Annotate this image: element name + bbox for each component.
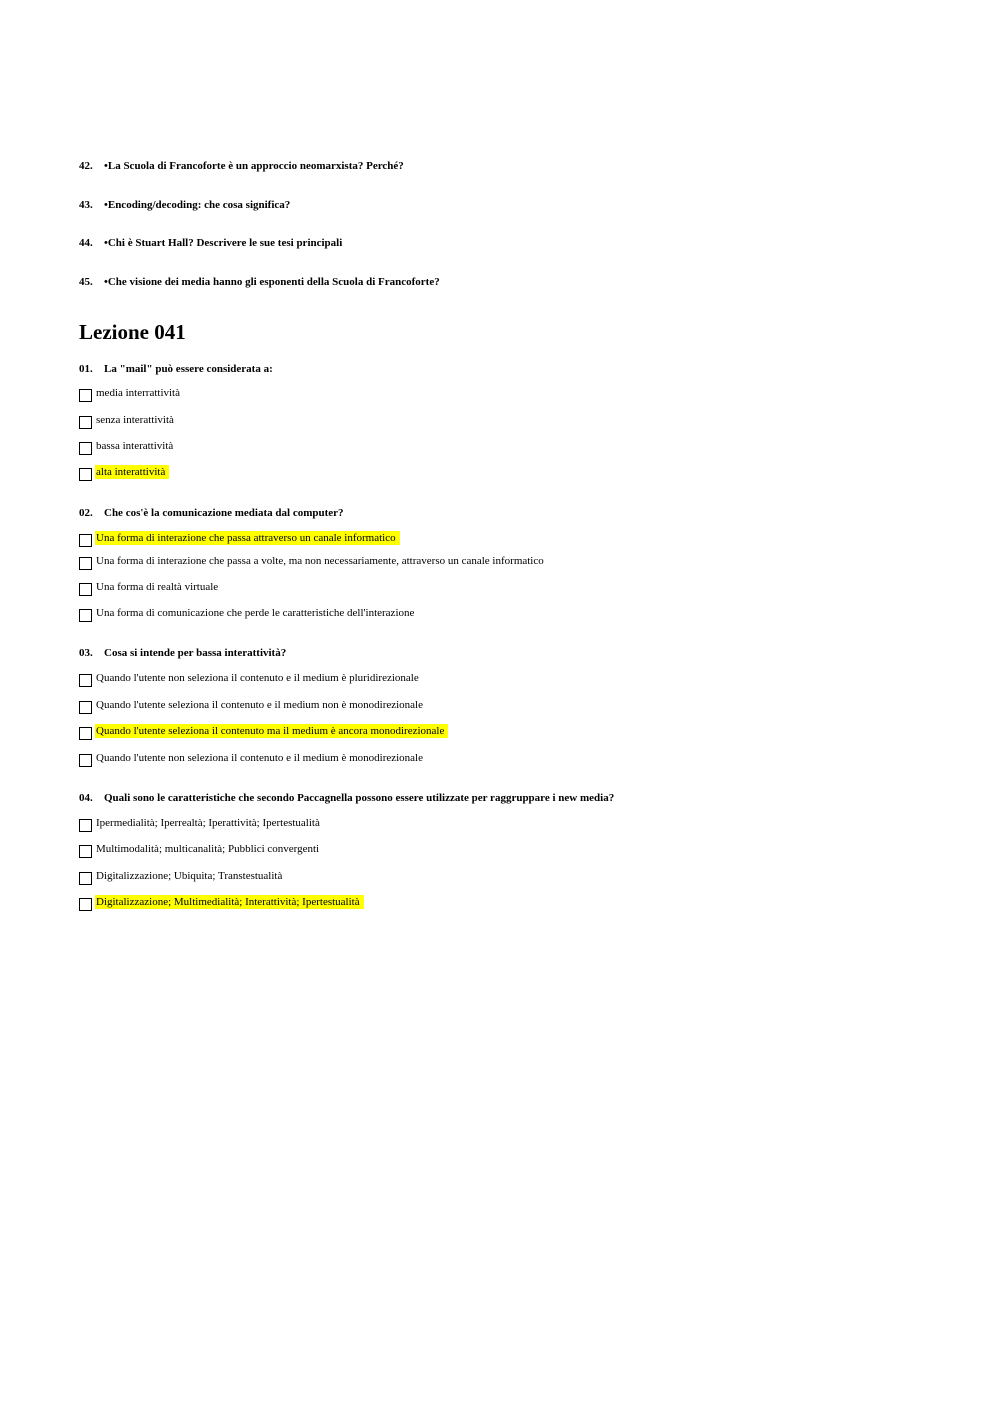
open-question-43 <box>79 199 290 211</box>
answer-checkbox[interactable] <box>79 674 92 687</box>
answer-text: Una forma di interazione che passa a volte, ma non necessariamente, attraverso un canale informatico <box>96 555 544 567</box>
answer-text-highlighted: Quando l'utente seleziona il contenuto ma il medium è ancora monodirezionale <box>95 724 448 738</box>
question-04-title <box>79 792 614 804</box>
question-text: La "mail" può essere considerata a: <box>104 363 273 375</box>
answer-option[interactable] <box>79 698 427 714</box>
answer-option[interactable] <box>79 869 286 885</box>
answer-option[interactable] <box>79 554 548 570</box>
answer-option[interactable] <box>79 439 177 455</box>
answer-checkbox[interactable] <box>79 534 92 547</box>
lesson-title: Lezione 041 <box>79 320 186 344</box>
answer-option[interactable] <box>79 386 184 402</box>
open-question-44 <box>79 237 342 249</box>
answer-text-highlighted: Digitalizzazione; Multimedialità; Interattività; Ipertestualità <box>95 895 364 909</box>
answer-text: Ipermedialità; Iperrealtà; Iperattività; Ipertestualità <box>96 817 320 829</box>
answer-text: bassa interattività <box>96 440 174 452</box>
question-03-title <box>79 647 286 659</box>
answer-text-highlighted: alta interattività <box>95 465 169 479</box>
question-02-title <box>79 507 344 519</box>
answer-checkbox[interactable] <box>79 389 92 402</box>
answer-text: Quando l'utente non seleziona il contenuto e il medium è pluridirezionale <box>96 672 419 684</box>
question-text: •La Scuola di Francoforte è un approccio neomarxista? Perché? <box>104 160 404 172</box>
answer-text: Una forma di realtà virtuale <box>96 581 219 593</box>
answer-text: Quando l'utente seleziona il contenuto e il medium non è monodirezionale <box>96 699 423 711</box>
answer-option-highlighted[interactable] <box>79 465 169 481</box>
question-number: 44. <box>79 237 93 249</box>
question-text: Che cos'è la comunicazione mediata dal computer? <box>104 507 344 519</box>
answer-text: Digitalizzazione; Ubiquita; Transtestualità <box>96 870 283 882</box>
question-number: 03. <box>79 647 93 659</box>
answer-checkbox[interactable] <box>79 727 92 740</box>
question-01-title <box>79 363 273 375</box>
answer-checkbox[interactable] <box>79 701 92 714</box>
question-number: 02. <box>79 507 93 519</box>
open-question-45 <box>79 276 440 288</box>
answer-option[interactable] <box>79 842 323 858</box>
answer-option[interactable] <box>79 671 423 687</box>
answer-checkbox[interactable] <box>79 819 92 832</box>
question-text: •Encoding/decoding: che cosa significa? <box>104 199 291 211</box>
answer-checkbox[interactable] <box>79 754 92 767</box>
question-text: •Chi è Stuart Hall? Descrivere le sue tesi principali <box>104 237 343 249</box>
answer-text: Quando l'utente non seleziona il contenuto e il medium è monodirezionale <box>96 752 423 764</box>
answer-option[interactable] <box>79 816 324 832</box>
answer-checkbox[interactable] <box>79 557 92 570</box>
answer-text: Multimodalità; multicanalità; Pubblici convergenti <box>96 843 320 855</box>
answer-option[interactable] <box>79 751 427 767</box>
answer-checkbox[interactable] <box>79 609 92 622</box>
answer-checkbox[interactable] <box>79 898 92 911</box>
answer-checkbox[interactable] <box>79 845 92 858</box>
answer-option[interactable] <box>79 580 222 596</box>
question-number: 42. <box>79 160 93 172</box>
question-number: 43. <box>79 199 93 211</box>
answer-option[interactable] <box>79 413 178 429</box>
answer-text: media interrattività <box>96 387 180 399</box>
answer-checkbox[interactable] <box>79 468 92 481</box>
question-text: •Che visione dei media hanno gli esponenti della Scuola di Francoforte? <box>104 276 440 288</box>
question-text: Quali sono le caratteristiche che secondo Paccagnella possono essere utilizzate per raggruppare i new media? <box>104 792 615 804</box>
answer-text-highlighted: Una forma di interazione che passa attraverso un canale informatico <box>95 531 400 545</box>
question-number: 01. <box>79 363 93 375</box>
answer-option-highlighted[interactable] <box>79 724 448 740</box>
answer-checkbox[interactable] <box>79 583 92 596</box>
answer-checkbox[interactable] <box>79 872 92 885</box>
open-question-42 <box>79 160 404 172</box>
answer-option-highlighted[interactable] <box>79 895 364 911</box>
answer-text: Una forma di comunicazione che perde le caratteristiche dell'interazione <box>96 607 415 619</box>
answer-option-highlighted[interactable] <box>79 531 400 547</box>
answer-checkbox[interactable] <box>79 442 92 455</box>
question-number: 45. <box>79 276 93 288</box>
answer-option[interactable] <box>79 606 418 622</box>
question-text: Cosa si intende per bassa interattività? <box>104 647 287 659</box>
answer-checkbox[interactable] <box>79 416 92 429</box>
question-number: 04. <box>79 792 93 804</box>
answer-text: senza interattività <box>96 414 174 426</box>
